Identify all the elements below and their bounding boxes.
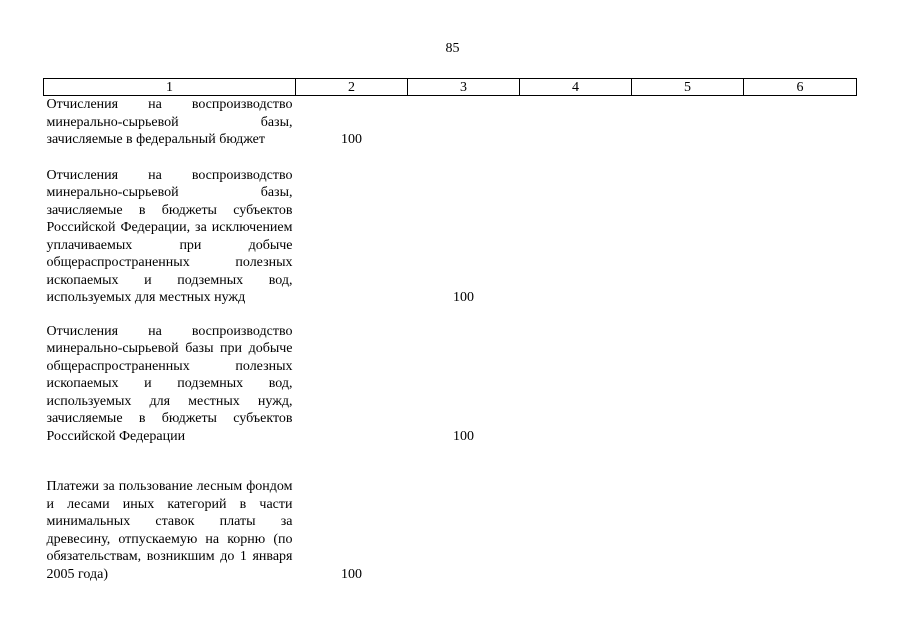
- table-header-row: [44, 79, 857, 96]
- row-value-col5: [632, 453, 744, 583]
- row-description: Отчисления на воспроизводство минерально-сырьевой базы, зачисляемые в бюджеты субъектов Российской Федерации, за исключением уплачиваемых при добыче общераспространенных полезных ископаемых и подземных вод, используемых для местных нужд: [46, 167, 293, 305]
- table-row: [44, 157, 857, 313]
- row-value-col5: [632, 96, 744, 157]
- column-header-2: 2: [296, 79, 408, 96]
- column-header-6: 6: [744, 79, 857, 96]
- table-row: [44, 313, 857, 454]
- row-description: Отчисления на воспроизводство минерально-сырьевой базы, зачисляемые в федеральный бюджет: [46, 97, 293, 147]
- row-description: Отчисления на воспроизводство минерально-сырьевой базы при добыче общераспространенных полезных ископаемых и подземных вод, используемых для местных нужд, зачисляемые в бюджеты субъектов Российской Федерации: [46, 323, 293, 444]
- page-number: 85: [445, 41, 460, 56]
- row-value-col3: [408, 453, 520, 583]
- row-value-col5: [632, 313, 744, 454]
- row-value-col3: 100: [453, 428, 474, 444]
- row-description: Платежи за пользование лесным фондом и лесами иных категорий в части минимальных ставок платы за древесину, отпускаемую на корню (по обязательствам, возникшим до 1 января 2005 года): [46, 479, 293, 582]
- row-value-col2: 100: [341, 566, 362, 582]
- row-value-col3: 100: [453, 290, 474, 305]
- row-value-col6: [744, 453, 857, 583]
- row-value-col5: [632, 157, 744, 313]
- table-row: [44, 453, 857, 583]
- row-value-col2: 100: [341, 132, 362, 147]
- column-header-5: 5: [632, 79, 744, 96]
- row-value-col6: [744, 313, 857, 454]
- row-value-col2: [296, 157, 408, 313]
- row-value-col4: [520, 453, 632, 583]
- row-value-col4: [520, 157, 632, 313]
- row-value-col6: [744, 96, 857, 157]
- column-header-4: 4: [520, 79, 632, 96]
- row-value-col4: [520, 313, 632, 454]
- row-value-col6: [744, 157, 857, 313]
- column-header-3: 3: [408, 79, 520, 96]
- table-row: [44, 96, 857, 157]
- column-header-1: 1: [44, 79, 296, 96]
- row-value-col3: [408, 96, 520, 157]
- row-value-col2: [296, 313, 408, 454]
- row-value-col4: [520, 96, 632, 157]
- budget-distribution-table: [43, 78, 857, 583]
